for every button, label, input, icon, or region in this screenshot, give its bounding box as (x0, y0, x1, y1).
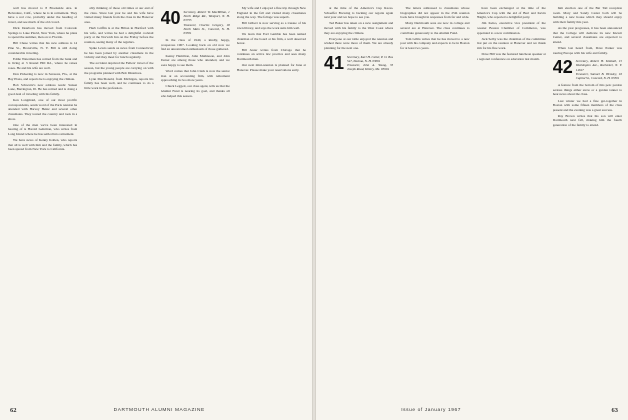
paragraph: Dave Hill was the featured luncheon speaker at a regional conference on education last month. (476, 52, 546, 61)
paragraph: ably thinking of those old times at our end of the class. Since last year he and his wife have visited many friends from the class in the Hanover area. (84, 6, 154, 24)
class-secretary: Secretary, Robert H. Kimball, 15 Washington Ave., Rochester, N. Y. 14617 (575, 59, 622, 72)
class-treasurer: Treasurer, John A. Young, 35 Joseph Road, Kittery, Me. 03904 (347, 62, 394, 72)
paragraph: Word comes that John Clark is now the senior man at an accounting firm, with retirement approaching in two more years. (160, 68, 230, 83)
magazine-title: DARTMOUTH ALUMNI MAGAZINE (113, 407, 205, 413)
class-officers (184, 10, 230, 35)
paragraph: Bill Gilbert is now serving as a trustee of his town library, and says the work suits him well. (236, 21, 306, 30)
paragraph: My wife and I enjoyed a fine trip through New England in the fall and visited many classmates along the way. The foliage was superb. (236, 6, 306, 20)
class-treasurer: Treasurer, Charles Gregory, 18 North Main St., Concord, N. H. 03301 (183, 22, 230, 36)
paragraph: We have news of Kenny Kollen, who reports that all is well with him and the family, which has been spread from New York to California. (8, 138, 78, 152)
class-number: 40 (160, 8, 181, 28)
paragraph: Ken Longmaid, one of our most prolific correspondents, sends word of the Paris reunion he attended with Harvey Heinz and several other classmates. They toured the country and took in a show. (8, 98, 78, 121)
page-number: 63 (611, 406, 618, 414)
paragraph: Ted Baker has taken on a new assignment and moved with his family to the West Coast where they are enjoying the climate. (324, 21, 394, 35)
paragraph: Kenny Hamilton, John Mathieson, and John Turner are among those who attended, and we were happy to see them. (160, 53, 230, 67)
page-number: 62 (10, 406, 17, 414)
paragraph: Last winter we had a fine get-together in Boston with some fifteen members of the class present and the evening was a great success. (552, 98, 622, 112)
paragraph: The accident deprived the Fullers' travel of the season, but the young people are carrying on with the programs planned with Bob Dinsmore. (84, 61, 154, 75)
right-col-1 (324, 6, 393, 400)
paragraph: him election one of the Bat Tail reception room. Mary and Sandy Casler both will be building a new house which they should enjoy with their family this year. (552, 6, 622, 24)
paragraph: Eddie Waterman has retired from the bank and is living at 3 Round Hill Rd., where he raises roses. He and his wife are well. (8, 56, 78, 70)
paragraph: Herb Griffin is at the Hilton in Hartford with his wife, and writes he had a delightful cocktail party at the Norwich Inn on the Friday before the reunion, seeing many of the regulars. (84, 25, 154, 44)
paragraph: Jack Selby was the chairman of the committee that put on the reunion at Hanover and we thank him for his fine work. (476, 36, 546, 50)
right-col-4 (553, 6, 622, 400)
paragraph: have been exchanged at the time of the America's Cup with the aid of Burt and Kevin Haight, who reported a delightful party. (476, 6, 546, 20)
paragraph: Many Dartmouth sons are now in college and several are at Hanover. The class continues to contribute generously to the Alumni Fund. (400, 21, 470, 35)
paragraph: In the class of 1940, a kindly, happy, prosperous 1967. Looking back on old now we find an unrestrained enthusiasm of those gathered. (160, 38, 230, 52)
left-col-2 (84, 6, 153, 400)
right-page-columns (324, 6, 622, 400)
left-page-footer (10, 405, 302, 415)
paragraph: One of the men we've been interested in hearing of is Harold Gehrman, who writes from Long Island where he has settled into retirement. (8, 122, 78, 136)
left-page-columns (8, 6, 306, 400)
paragraph: A feature from the bottom of this pen: pardon serious things either snow or a garden tanner to hear news about the class. (552, 83, 622, 97)
paragraph: Jim Kelso, executive vice president of the Greater Boston Chamber of Commerce, was appointed to a new commission. (476, 21, 546, 35)
left-col-3 (161, 6, 230, 400)
paragraph: well has moved to 8 Brookside Ave. in Belvedere, Calif., where he is in retirement. They have a red cow, probably under the heading of travel, and see much of the old crowd. (8, 6, 78, 24)
paragraph: Bill Jester writes from Chicago that he continues an active law practice and sees many Dartmouth men. (236, 47, 306, 61)
paragraph: Don Pickering is now in Sarasota, Fla., at the Bay Plaza, and reports he is enjoying the climate. (8, 72, 78, 81)
right-page-footer (326, 405, 618, 415)
paragraph: Our next mini-reunion is planned for June at Hanover. Please make your reservations early. (236, 62, 306, 72)
class-heading-40 (161, 10, 230, 35)
paragraph: Lynn MacDonald, from Michigan, reports his family has been well, and he continues to do a little work in the profession. (84, 76, 154, 90)
paragraph: Spike Lewis sends us news from Connecticut; he has been joined by another classmate in the vicinity and they meet for lunch regularly. (84, 45, 154, 60)
class-secretary: Secretary, Robert W. MacMillan, 1 North Ridge Rd., Westport, N. H. 03755 (183, 10, 230, 23)
class-officers (576, 59, 622, 80)
class-treasurer: Treasurer, Samuel B. Hensley, 16 Capitol St., Concord, N. H. 03301 (575, 71, 622, 80)
right-page (316, 0, 628, 420)
paragraph: We learn that Earl Gamble has been named chairman of the board at his firm, a well deserved honor. (236, 32, 306, 46)
paragraph: Ray Brown writes that his son will enter Dartmouth next fall, making him the fourth generation of the family to attend. (552, 113, 622, 128)
paragraph: Everyone at our table enjoyed the reunion and wished there were more of them. We are already planning for the next one. (324, 36, 394, 50)
paragraph: The letters addressed to classmates whose biographies did not appear in the 25th reunion book have brought in responses from far and wide. (400, 6, 470, 20)
class-secretary: Secretary, Karl H. Cutter, P. O. Box 547, Nashua, N. H. 03061 (347, 54, 394, 63)
paragraph: Dick Dearborn has moved from Colorado Springs to Lake Placid, New York, where he plans to spend the summer, then on to Florida. (8, 25, 78, 40)
paragraph: at the time of the America's Cup Races. Schaeffer Brewing is backing our regatta again next year and we hope to see you. (324, 6, 394, 20)
left-page (0, 0, 312, 420)
right-col-3 (477, 6, 546, 400)
left-col-1 (8, 6, 77, 400)
paragraph: As the year progresses, it has been announced that the College will dedicate its new Kiewit Center, and several classmates are expected to attend. (552, 25, 622, 44)
paragraph: Bob Schwartz's new address reads: Sunset Lane, Barrington, Ill. He has retired and is doing a good deal of traveling with his family. (8, 82, 78, 97)
class-heading-42 (553, 59, 622, 80)
left-col-4 (237, 6, 306, 400)
class-heading-41 (324, 52, 394, 73)
class-number: 41 (324, 52, 345, 73)
paragraph: When last heard from, Dave Parker was touring Europe with his wife and family. (552, 45, 622, 55)
paragraph: Chuck Leggett, our class agent, tells us that the Alumni Fund is nearing its goal, and thanks all who helped this season. (160, 84, 230, 98)
issue-date: Issue of January 1967 (401, 407, 462, 413)
paragraph: Bill Chase writes that his new address is 14 Pine St., Bronxville, N. Y. Bill is still doing considerable traveling. (8, 41, 78, 55)
right-col-2 (400, 6, 469, 400)
class-officers (347, 55, 393, 72)
paragraph: Tom Gibbs writes that he has moved to a new post with his company and expects to be in Boston for at least two years. (400, 36, 470, 50)
class-number: 42 (552, 57, 573, 78)
